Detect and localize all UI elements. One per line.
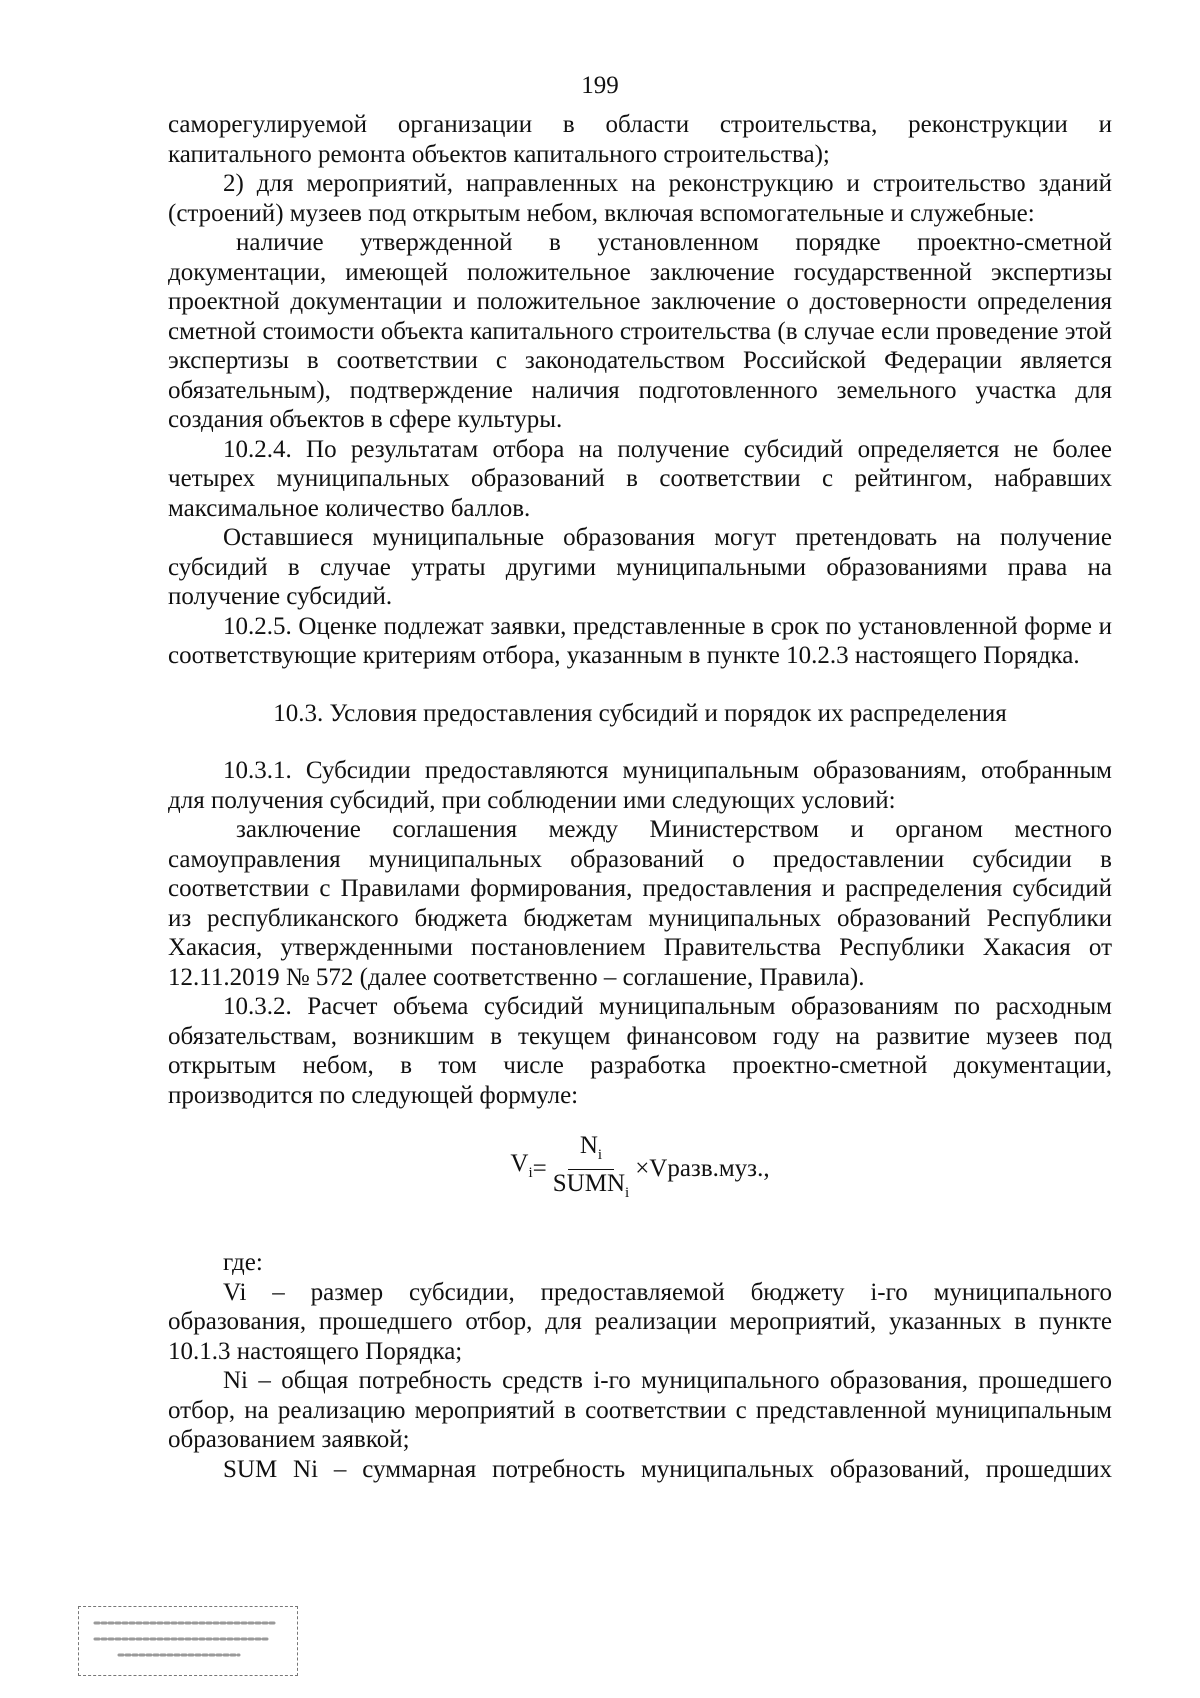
formula-denominator: $SUMN_i$ <box>552 1169 630 1201</box>
page-number: 199 <box>581 72 619 99</box>
section-heading: 10.3. Условия предоставления субсидий и порядок их распределения <box>273 699 1007 727</box>
document-body <box>168 110 1112 1484</box>
paragraph: саморегулируемой организации в области строительства, реконструкции и капитального ремонта объектов капитального строительства); <box>168 111 1112 168</box>
where-label: где: <box>223 1249 263 1276</box>
paragraph: заключение соглашения между Министерством и органом местного самоуправления муниципальных образований о предоставлении субсидии в соответствии с Правилами формирования, предоставления и распределения субсидий из республиканского бюджета бюджетам муниципальных образований Республики Хакасия, утвержденными постановлением Правительства Республики Хакасия от 12.11.2019 № 572 (далее соответственно – соглашение, Правила). <box>168 816 1112 991</box>
paragraph: наличие утвержденной в установленном порядке проектно-сметной документации, имеющей положительное заключение государственной экспертизы проектной документации и положительное заключение о достоверности определения сметной стоимости объекта капитального строительства (в случае если проведение этой экспертизы в соответствии с законодательством Российской Федерации является обязательным), подтверждение наличия подготовленного земельного участка для создания объектов в сфере культуры. <box>168 229 1112 433</box>
formula-lhs: $V_i$ <box>510 1150 533 1182</box>
paragraph: 2) для мероприятий, направленных на реконструкцию и строительство зданий (строений) музеев под открытым небом, включая вспомогательные и служебные: <box>168 170 1112 227</box>
formula-numerator: $N_i$ <box>568 1132 614 1170</box>
definition: Vi – размер субсидии, предоставляемой бюджету i-го муниципального образования, прошедшего отбор, для реализации мероприятий, указанных в пункте 10.1.3 настоящего Порядка; <box>168 1278 1112 1365</box>
formula-rhs: ×Vразв.муз., <box>635 1155 770 1183</box>
paragraph: 10.2.4. По результатам отбора на получение субсидий определяется не более четырех муниципальных образований в соответствии с рейтингом, набравших максимальное количество баллов. <box>168 435 1112 522</box>
definition: Ni – общая потребность средств i-го муниципального образования, прошедшего отбор, на реализацию мероприятий в соответствии с представленной муниципальным образованием заявкой; <box>168 1367 1112 1453</box>
paragraph: 10.3.2. Расчет объема субсидий муниципальным образованиям по расходным обязательствам, возникшим в текущем финансовом году на развитие музеев под открытым небом, в том числе разработка проектно-сметной документации, производится по следующей формуле: <box>168 993 1112 1109</box>
formula-fraction <box>549 1132 633 1207</box>
formula-equals: = <box>532 1155 547 1183</box>
paragraph: Оставшиеся муниципальные образования могут претендовать на получение субсидий в случае утраты другими муниципальными образованиями права на получение субсидий. <box>168 524 1112 610</box>
paragraph: 10.3.1. Субсидии предоставляются муниципальным образованиям, отобранным для получения субсидий, при соблюдении ими следующих условий: <box>168 757 1112 814</box>
paragraph: 10.2.5. Оценке подлежат заявки, представленные в срок по установленной форме и соответствующие критериям отбора, указанным в пункте 10.2.3 настоящего Порядка. <box>168 612 1112 669</box>
registration-stamp-icon <box>78 1606 298 1676</box>
definition: SUM Ni – суммарная потребность муниципальных образований, прошедших <box>223 1455 1112 1483</box>
formula <box>168 1114 1112 1224</box>
